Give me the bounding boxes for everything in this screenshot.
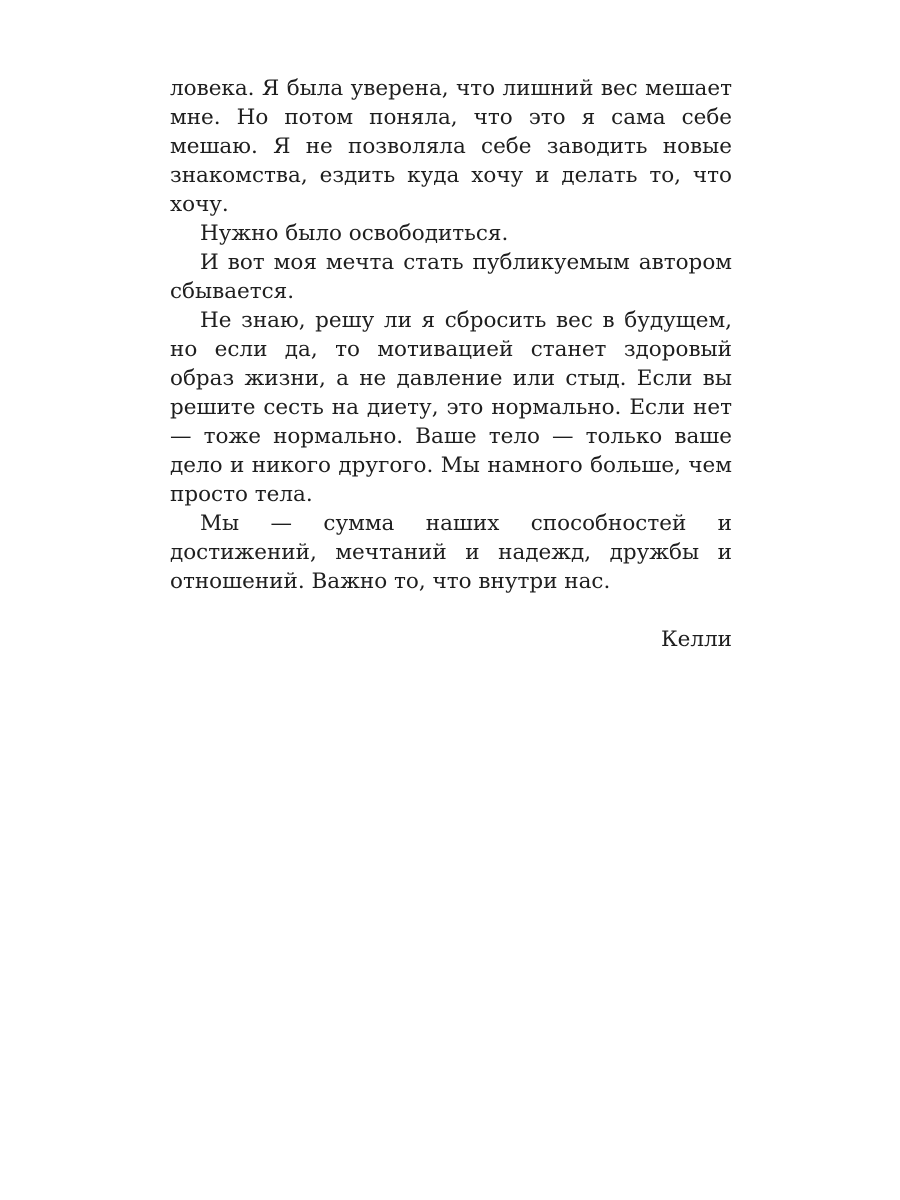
paragraph-1: ловека. Я была уверена, что лишний вес мешает мне. Но потом поняла, что это я сама себе мешаю. Я не позволяла себе заводить новые знакомства, ездить куда хочу и делать то, что хочу. — [170, 76, 732, 217]
paragraph-4: Не знаю, решу ли я сбросить вес в будущем, но если да, то мотивацией станет здоровый образ жизни, а не давление или стыд. Если вы решите сесть на диету, это нормально. Если нет — тоже нормально. Ваше тело — только ваше дело и никого другого. Мы намного больше, чем просто тела. — [170, 308, 732, 507]
paragraph-2: Нужно было освободиться. — [200, 221, 509, 246]
paragraph-5: Мы — сумма наших способностей и достижений, мечтаний и надежд, дружбы и отношений. Важно то, что внутри нас. — [170, 511, 732, 594]
author-signature: Келли — [660, 627, 732, 652]
book-page — [170, 74, 732, 654]
paragraph-3: И вот моя мечта стать публикуемым автором сбывается. — [170, 250, 732, 304]
